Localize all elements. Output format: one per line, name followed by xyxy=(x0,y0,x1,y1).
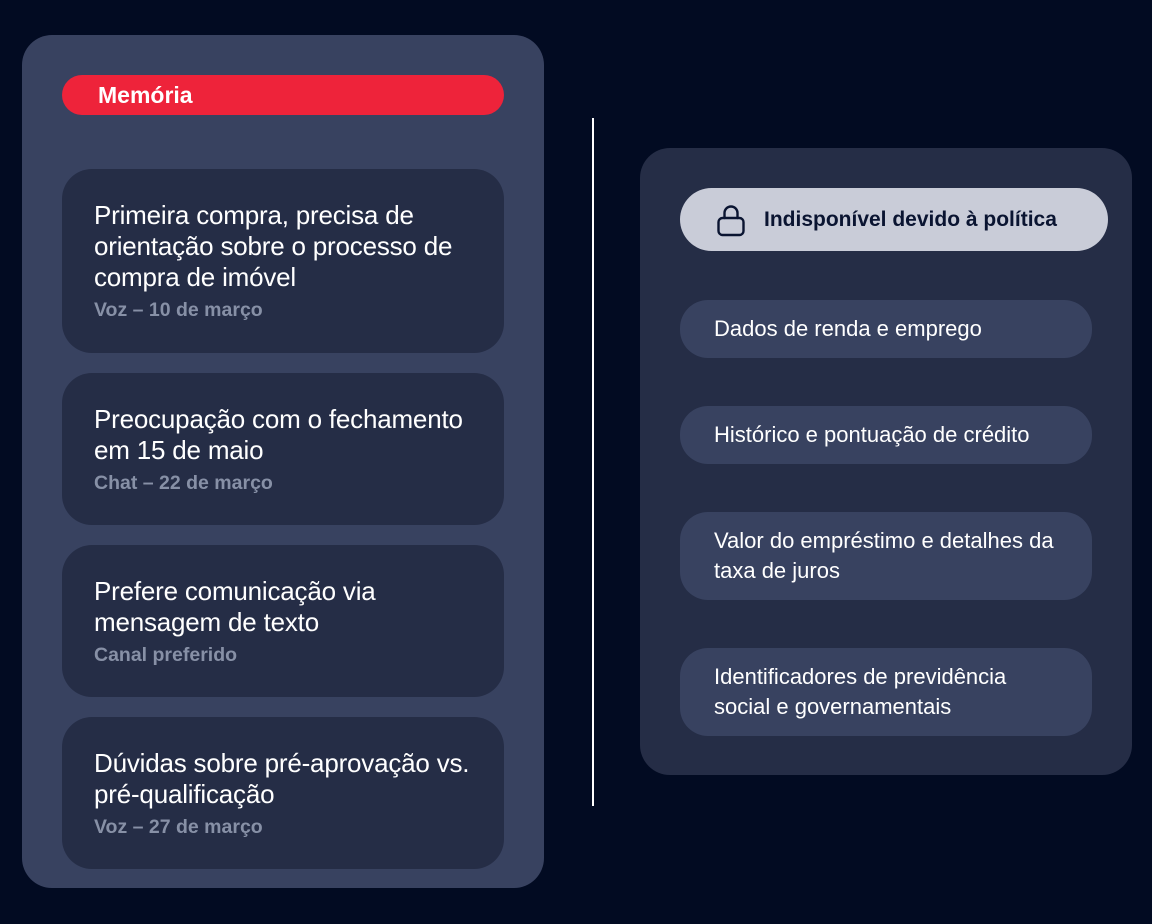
memory-card xyxy=(62,717,504,869)
memory-card-title: Preocupação com o fechamento em 15 de maio xyxy=(94,403,463,465)
memory-card-meta: Chat – 22 de março xyxy=(94,471,273,494)
lock-icon xyxy=(716,203,746,237)
memory-card xyxy=(62,373,504,525)
memory-card-meta: Canal preferido xyxy=(94,643,238,666)
memory-badge-label: Memória xyxy=(98,81,193,108)
memory-card-meta: Voz – 10 de março xyxy=(94,299,263,321)
restricted-item xyxy=(680,648,1092,736)
memory-card-meta: Voz – 27 de março xyxy=(94,815,263,838)
memory-card xyxy=(62,169,504,353)
memory-card-title: Primeira compra, precisa de orientação sobre o processo de compra de imóvel xyxy=(94,200,453,292)
policy-unavailable-label: Indisponível devido à política xyxy=(764,207,1057,231)
memory-badge xyxy=(62,75,504,115)
policy-unavailable-pill xyxy=(680,188,1108,251)
restricted-item xyxy=(680,512,1092,600)
memory-panel xyxy=(22,35,544,888)
restricted-item-label: Valor do empréstimo e detalhes da taxa de juros xyxy=(714,528,1054,583)
restricted-item-label: Histórico e pontuação de crédito xyxy=(714,422,1030,447)
restricted-item xyxy=(680,406,1092,464)
memory-card xyxy=(62,545,504,697)
restricted-data-panel xyxy=(640,148,1132,775)
restricted-item-label: Identificadores de previdência social e governamentais xyxy=(714,664,1007,719)
memory-card-title: Dúvidas sobre pré-aprovação vs. pré-qualificação xyxy=(94,747,470,809)
restricted-item-label: Dados de renda e emprego xyxy=(714,316,982,341)
restricted-item xyxy=(680,300,1092,358)
vertical-divider xyxy=(592,118,594,806)
memory-card-title: Prefere comunicação via mensagem de texto xyxy=(94,575,376,637)
